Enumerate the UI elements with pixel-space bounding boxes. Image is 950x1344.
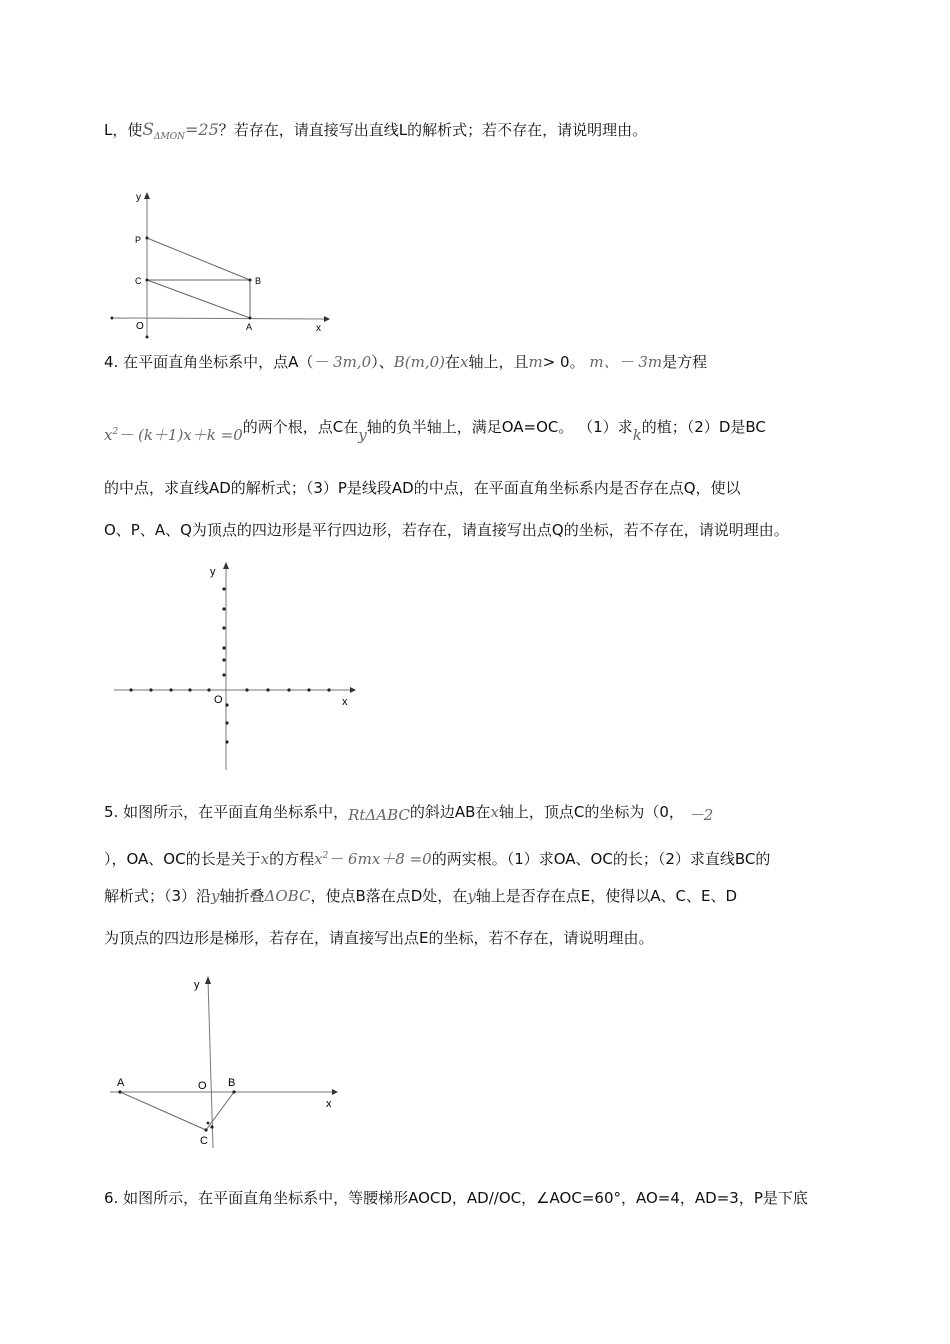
q5-text: 的斜边AB在 xyxy=(409,803,491,821)
math-equation-q4 xyxy=(104,422,243,445)
math-s: S xyxy=(142,120,155,140)
figure-q3 xyxy=(100,185,340,349)
q4-line-1 xyxy=(104,352,707,372)
q5-text: 轴上是否存在点E，使得以A、C、E、D xyxy=(475,887,738,905)
math-y: y xyxy=(467,887,476,905)
math-obc: ΔOBC xyxy=(264,887,311,905)
q5-text: 的方程 xyxy=(269,850,315,868)
fig3-y-label: y xyxy=(194,979,200,991)
fig3-x-label: x xyxy=(326,1098,332,1110)
math-equation-q5: － 6mx＋8 =0 xyxy=(328,850,432,868)
fig3-c-label: C xyxy=(200,1135,208,1147)
fig1-y-label: y xyxy=(136,192,141,203)
q5-text: 解析式；（3）沿 xyxy=(104,887,212,905)
fig1-x-label: x xyxy=(316,323,321,334)
fig2-y-label: y xyxy=(210,566,216,578)
q5-text: 轴折叠 xyxy=(219,887,265,905)
fig1-a-label: A xyxy=(246,322,253,332)
q5-text: 5. 如图所示，在平面直角坐标系中， xyxy=(104,803,349,821)
fig3-b-label: B xyxy=(228,1077,236,1089)
math-rest: － (k＋1)x＋k =0 xyxy=(118,426,243,444)
math-rt-abc: RtΔABC xyxy=(348,806,410,824)
q4-text: > 0。 xyxy=(542,353,585,371)
q4-text: 轴上，且 xyxy=(468,353,529,371)
q4-text: 的两个根，点C在 xyxy=(242,418,359,436)
fig3-o-label: O xyxy=(198,1080,207,1092)
fig2-x-label: x xyxy=(342,696,348,708)
math-eq25: =25 xyxy=(184,120,219,139)
q5-line-3 xyxy=(104,886,737,906)
math-x: x xyxy=(314,850,323,868)
q4-text: 是方程 xyxy=(662,353,708,371)
q5-text: 的两实根。（1）求OA、OC的长；（2）求直线BC的 xyxy=(431,850,771,868)
fig1-o-label: O xyxy=(136,321,144,332)
q4-line-4: O、P、A、Q为顶点的四边形是平行四边形，若存在，请直接写出点Q的坐标，若不存在，请说明理由。 xyxy=(104,521,789,539)
q3-condition-line xyxy=(104,120,647,147)
fig2-o-label: O xyxy=(214,694,223,706)
fig1-p-label: P xyxy=(135,235,142,245)
math-roots: m、－ 3m xyxy=(589,353,663,371)
math-k: k xyxy=(632,426,642,444)
q3-text-post: ？若存在，请直接写出直线L的解析式；若不存在，请说明理由。 xyxy=(218,121,648,139)
math-neg3m0: － 3m,0 xyxy=(313,353,372,371)
q4-line-3: 的中点，求直线AD的解析式；（3）P是线段AD的中点，在平面直角坐标系内是否存在点Q，使以 xyxy=(104,479,741,497)
math-sup: 2 xyxy=(322,851,329,861)
figure-q5 xyxy=(100,968,360,1162)
figure-q4 xyxy=(110,555,370,779)
fig1-b-label: B xyxy=(255,276,262,286)
math-neg2: －2 xyxy=(688,806,714,824)
q4-text: ）、 xyxy=(371,353,394,371)
math-x: x xyxy=(460,353,469,371)
q4-text: 轴的负半轴上，满足OA=OC。 （1）求 xyxy=(366,418,633,436)
q3-text: L，使 xyxy=(104,121,143,139)
q5-text: ，使点B落在点D处，在 xyxy=(310,887,468,905)
q5-line-4: 为顶点的四边形是梯形，若存在，请直接写出点E的坐标，若不存在，请说明理由。 xyxy=(104,929,654,947)
q4-text: 4. 在平面直角坐标系中，点A（ xyxy=(104,353,314,371)
q5-line-1 xyxy=(104,802,713,822)
q4-text: 在 xyxy=(444,353,460,371)
q6-line-1: 6. 如图所示，在平面直角坐标系中，等腰梯形AOCD，AD//OC，∠AOC=60°，AO=4，AD=3，P是下底 xyxy=(104,1189,808,1207)
q4-line-2 xyxy=(104,414,766,444)
q5-text: ），OA、OC的长是关于 xyxy=(104,850,261,868)
math-bm0: B(m,0) xyxy=(393,353,445,371)
q4-text: 的植；（2）D是BC xyxy=(641,418,766,436)
math-x: x xyxy=(490,803,499,821)
math-sub-mon: ΔMON xyxy=(154,132,185,142)
math-sup: 2 xyxy=(112,427,119,437)
math-m: m xyxy=(528,353,543,371)
fig3-a-label: A xyxy=(117,1077,125,1089)
math-y: y xyxy=(211,887,220,905)
fig1-c-label: C xyxy=(135,276,142,286)
math-x: x xyxy=(104,426,113,444)
q5-line-2 xyxy=(104,846,770,869)
math-x: x xyxy=(260,850,270,868)
math-y: y xyxy=(358,426,367,444)
q5-text: 轴上，顶点C的坐标为（0， xyxy=(498,803,684,821)
